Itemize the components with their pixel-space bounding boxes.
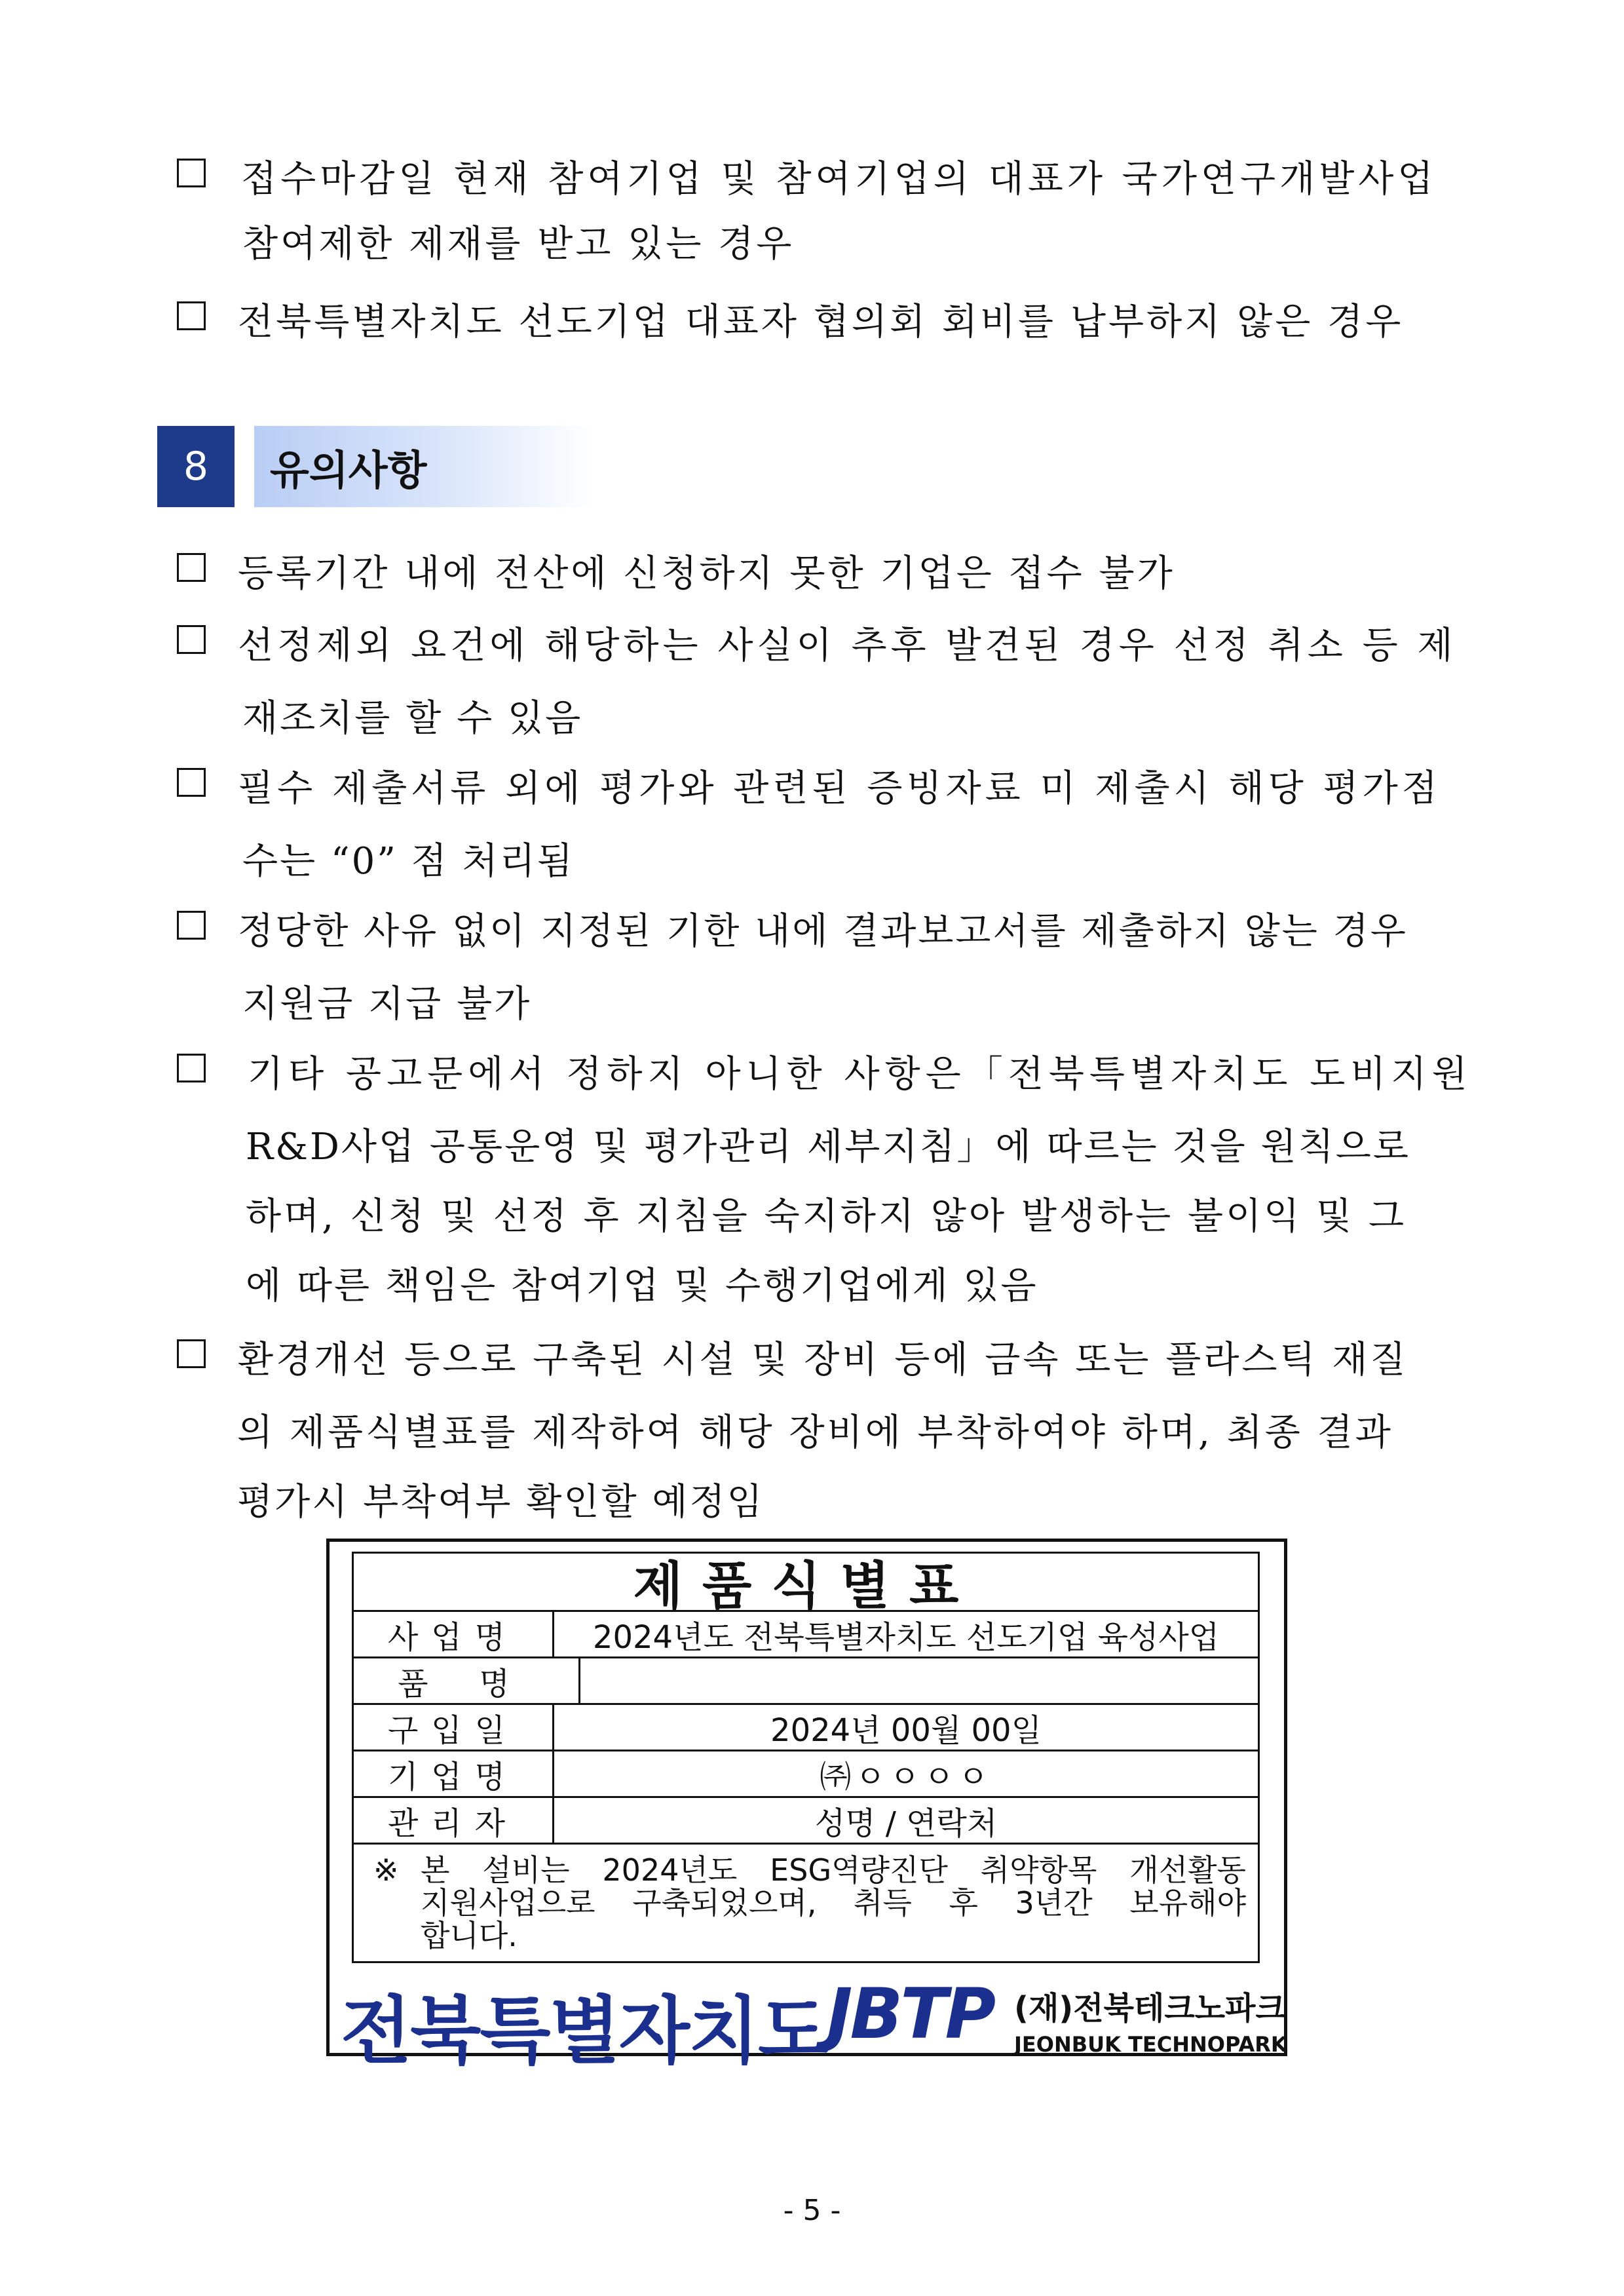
technopark-name-en: JEONBUK TECHNOPARK [1014, 2032, 1287, 2057]
criteria-text: 접수마감일 현재 참여기업 및 참여기업의 대표가 국가연구개발사업 [241, 158, 1437, 201]
note-text-cont: 지원금 지급 불가 [242, 983, 532, 1025]
label-value: ㈜ㅇㅇㅇㅇ [820, 1758, 992, 1795]
label-row [354, 1705, 1258, 1751]
note-text-cont: 하며, 신청 및 선정 후 지침을 숙지하지 않아 발생하는 불이익 및 그 [246, 1195, 1407, 1238]
label-key: 구입일 [354, 1705, 554, 1750]
label-note [354, 1845, 1258, 1961]
label-note-line: 지원사업으로 구축되었으며, 취득 후 3년간 보유해야 [421, 1885, 1246, 1921]
criteria-text: 전북특별자치도 선도기업 대표자 협의회 회비를 납부하지 않은 경우 [238, 301, 1404, 343]
label-key: 기업명 [354, 1751, 554, 1796]
technopark-name-ko: (재)전북테크노파크 [1014, 1990, 1286, 2027]
note-text: 환경개선 등으로 구축된 시설 및 장비 등에 금속 또는 플라스틱 재질 [238, 1339, 1408, 1381]
criteria-text-cont: 참여제한 제재를 받고 있는 경우 [242, 223, 795, 265]
label-row [354, 1798, 1258, 1845]
checkbox-icon [177, 553, 206, 582]
label-row [354, 1658, 1258, 1705]
product-label-title: 제품식별표 [354, 1554, 1258, 1612]
checkbox-icon [177, 1339, 206, 1368]
label-key: 사업명 [354, 1612, 554, 1656]
note-text: 기타 공고문에서 정하지 아니한 사항은「전북특별자치도 도비지원 [248, 1053, 1473, 1096]
checkbox-icon [177, 768, 206, 797]
label-value: 성명 / 연락처 [814, 1805, 998, 1842]
checkbox-icon [177, 301, 206, 330]
note-text: 정당한 사유 없이 지정된 기한 내에 결과보고서를 제출하지 않는 경우 [238, 910, 1408, 953]
province-logo: 전북특별자치도 [341, 1989, 828, 2074]
label-note-line: 본 설비는 2024년도 ESG역량진단 취약항목 개선활동 [421, 1852, 1246, 1888]
checkbox-icon [177, 911, 206, 940]
checkbox-icon [177, 159, 206, 187]
note-text: 등록기간 내에 전산에 신청하지 못한 기업은 접수 불가 [238, 552, 1175, 595]
label-value: 2024년도 전북특별자치도 선도기업 육성사업 [592, 1618, 1220, 1656]
label-row [354, 1751, 1258, 1798]
jbtp-logo: JBTP [827, 1974, 994, 2054]
technopark-logo-text [1014, 1983, 1287, 2057]
checkbox-icon [177, 1054, 206, 1082]
label-key: 품명 [354, 1658, 580, 1703]
label-value: 2024년 00월 00일 [770, 1712, 1042, 1749]
section-title: 유의사항 [254, 426, 595, 507]
label-key: 관리자 [354, 1798, 554, 1843]
note-text-cont: 평가시 부착여부 확인할 예정임 [237, 1481, 765, 1523]
reference-mark: ※ [373, 1852, 399, 1888]
label-value [580, 1658, 1258, 1703]
page-number: - 5 - [783, 2194, 841, 2227]
product-label-table [352, 1552, 1260, 1963]
label-note-line: 합니다. [421, 1918, 518, 1953]
note-text-cont: 에 따른 책임은 참여기업 및 수행기업에게 있음 [246, 1265, 1038, 1307]
note-text-cont: 재조치를 할 수 있음 [242, 697, 583, 740]
note-text: 선정제외 요건에 해당하는 사실이 추후 발견된 경우 선정 취소 등 제 [238, 624, 1457, 667]
note-text-cont: 수는 “0” 점 처리됨 [242, 840, 575, 883]
note-text-cont: R&D사업 공통운영 및 평가관리 세부지침」에 따르는 것을 원칙으로 [246, 1126, 1410, 1168]
note-text: 필수 제출서류 외에 평가와 관련된 증빙자료 미 제출시 해당 평가점 [238, 767, 1441, 810]
section-number: 8 [157, 426, 235, 507]
label-row [354, 1612, 1258, 1658]
note-text-cont: 의 제품식별표를 제작하여 해당 장비에 부착하여야 하며, 최종 결과 [237, 1411, 1393, 1454]
checkbox-icon [177, 625, 206, 654]
